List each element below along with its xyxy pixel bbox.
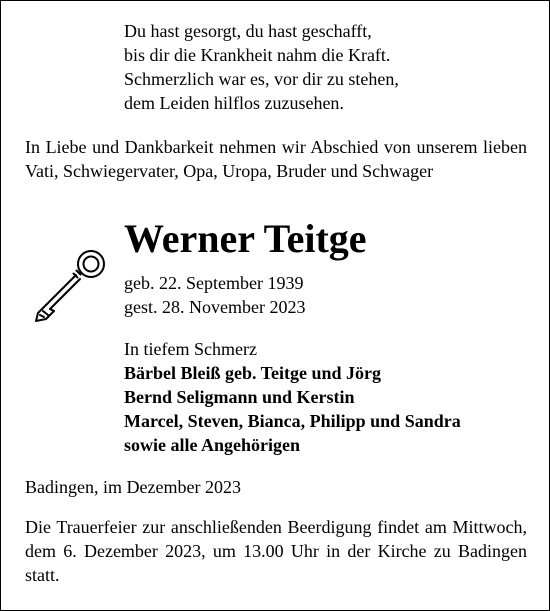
poem-line: Schmerzlich war es, vor dir zu stehen, <box>124 69 399 89</box>
funeral-announcement: Die Trauerfeier zur anschließenden Beerdigung findet am Mittwoch, dem 6. Dezember 2023, um 13.00 Uhr in der Kirche zu Badingen statt. <box>25 517 527 585</box>
place-date: Badingen, im Dezember 2023 <box>25 477 241 497</box>
key-icon <box>21 245 111 325</box>
mourners-heading: In tiefem Schmerz <box>124 339 257 359</box>
birth-date: geb. 22. September 1939 <box>124 273 304 293</box>
mourner-line: Marcel, Steven, Bianca, Philipp und Sandra <box>124 411 461 431</box>
mourners <box>124 337 461 457</box>
poem-line: bis dir die Krankheit nahm die Kraft. <box>124 45 391 65</box>
mourner-line: Bärbel Bleiß geb. Teitge und Jörg <box>124 363 382 383</box>
mourner-line: sowie alle Angehörigen <box>124 435 300 455</box>
poem-line: dem Leiden hilflos zuzusehen. <box>124 93 344 113</box>
death-date: gest. 28. November 2023 <box>124 297 306 317</box>
poem-line: Du hast gesorgt, du hast geschafft, <box>124 21 372 41</box>
life-dates <box>124 271 305 319</box>
deceased-name: Werner Teitge <box>124 216 367 261</box>
poem <box>124 19 504 115</box>
mourner-line: Bernd Seligmann und Kerstin <box>124 387 355 407</box>
intro-text: In Liebe und Dankbarkeit nehmen wir Abschied von unserem lieben Vati, Schwiegervater, Opa, Uropa, Bruder und Schwager <box>25 137 527 181</box>
